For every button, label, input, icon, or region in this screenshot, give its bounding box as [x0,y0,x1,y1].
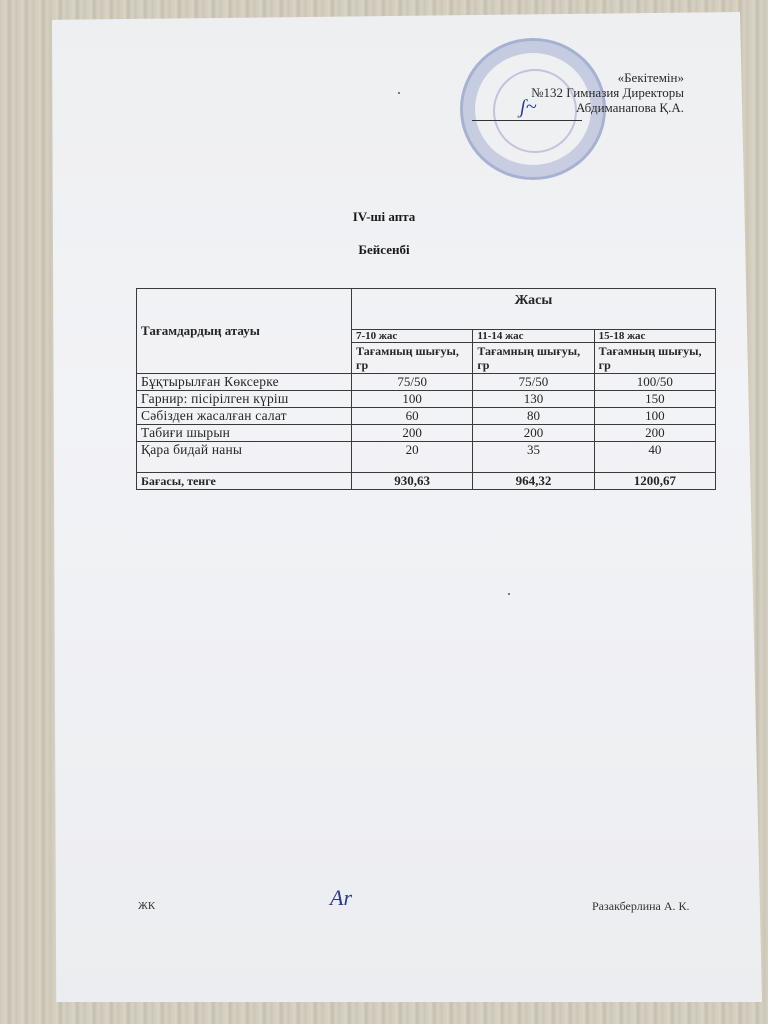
portion-value: 100/50 [594,374,715,391]
director-signature: ʃ~ [520,96,537,118]
table-row [137,408,716,425]
week-title: IV-ші апта [352,209,416,224]
portion-value: 75/50 [473,374,594,391]
portion-value: 80 [473,408,594,425]
portion-value: 35 [473,442,594,473]
output-header-1: Тағамның шығуы, гр [352,343,473,374]
age-band-3: 15-18 жас [594,330,715,343]
table-row [137,374,716,391]
menu-table [136,288,716,490]
dish-name: Гарнир: пісірілген күріш [137,391,352,408]
signature-line [472,120,582,121]
portion-value: 75/50 [352,374,473,391]
table-row [137,391,716,408]
portion-value: 150 [594,391,715,408]
price-value: 1200,67 [594,473,715,490]
dish-name-header: Тағамдардың атауы [137,289,352,374]
approval-title: «Бекітемін» [617,70,684,85]
total-row [137,473,716,490]
footer-name: Разакберлина А. К. [592,899,690,913]
portion-value: 200 [352,425,473,442]
portion-value: 200 [473,425,594,442]
day-title: Бейсенбі [358,242,410,257]
price-value: 930,63 [352,473,473,490]
age-band-1: 7-10 жас [352,330,473,343]
speck [398,92,400,94]
dish-name: Қара бидай наны [137,442,352,473]
approval-name: Абдиманапова Қ.А. [575,100,684,115]
portion-value: 40 [594,442,715,473]
dish-name: Сәбізден жасалған салат [137,408,352,425]
dish-name: Табиғи шырын [137,425,352,442]
footer-role: ЖК [138,900,156,912]
footer-signature: Ar [330,885,352,910]
table-row [137,442,716,473]
document-page [52,12,762,1002]
portion-value: 130 [473,391,594,408]
approval-position: №132 Гимназия Директоры [531,85,684,100]
portion-value: 100 [594,408,715,425]
portion-value: 60 [352,408,473,425]
dish-name: Бұқтырылған Көксерке [137,374,352,391]
approval-block [531,70,684,115]
price-value: 964,32 [473,473,594,490]
output-header-2: Тағамның шығуы, гр [473,343,594,374]
age-header: Жасы [352,289,716,330]
age-band-2: 11-14 жас [473,330,594,343]
price-label: Бағасы, тенге [137,473,352,490]
table-row [137,425,716,442]
portion-value: 20 [352,442,473,473]
output-header-3: Тағамның шығуы, гр [594,343,715,374]
portion-value: 200 [594,425,715,442]
portion-value: 100 [352,391,473,408]
speck [508,593,510,595]
